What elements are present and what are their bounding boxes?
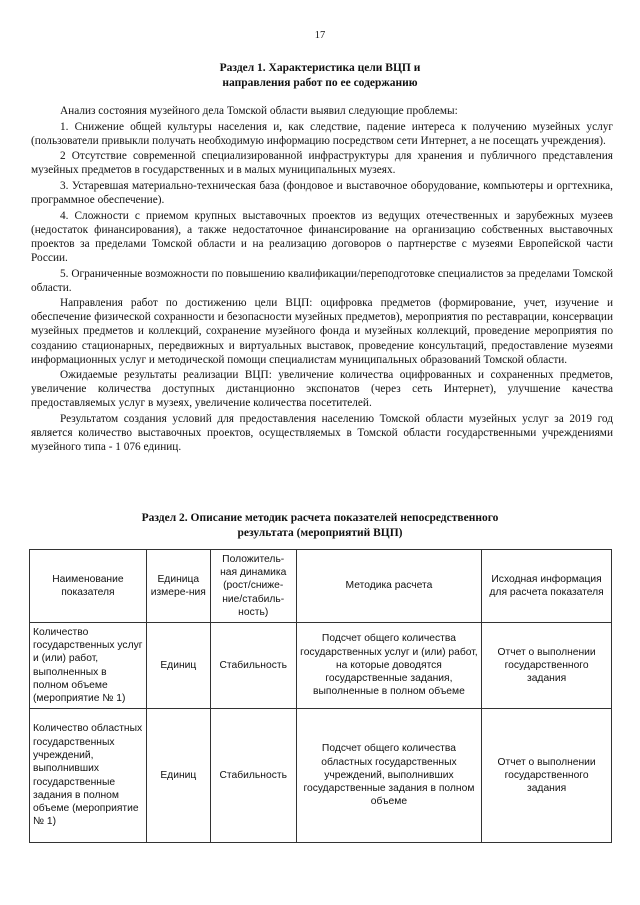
page-number: 17 bbox=[314, 30, 326, 41]
expected-results-paragraph: Ожидаемые результаты реализации ВЦП: увеличение количества оцифрованных и сохраненных предметов, увеличение количества доступных дистанционно экспонатов (через сеть Интернет), улучшение качества предоставляемых услуг в музеях, увеличение количества посетителей. bbox=[31, 369, 613, 410]
problem-paragraph-4: 4. Сложности с приемом крупных выставочных проектов из ведущих отечественных и зарубежных музеев (недостаток финансирования), а также недостаточное финансирование на организацию собственных выставочных проектов за пределами Томской области и на реализацию договоров о партнерстве с музеями Европейской части России. bbox=[31, 209, 613, 264]
intro-paragraph: Анализ состояния музейного дела Томской области выявил следующие проблемы: bbox=[60, 105, 458, 117]
row1-unit: Единиц bbox=[146, 623, 210, 709]
section1-title bbox=[0, 61, 640, 91]
problem-paragraph-2: 2 Отсутствие современной специализированной инфраструктуры для хранения и публичного представления музейных предметов в государственных и в малых муниципальных музеях. bbox=[31, 150, 613, 177]
row2-unit: Единиц bbox=[146, 709, 210, 843]
row1-method: Подсчет общего количества государственных услуг и (или) работ, на которые доводятся государственные задания, выполненные в полном объеме bbox=[296, 623, 481, 709]
row1-name: Количество государственных услуг и (или) работ, выполненных в полном объеме (мероприятие № 1) bbox=[30, 623, 147, 709]
section1-body bbox=[31, 104, 613, 454]
header-indicator-name: Наименование показателя bbox=[30, 550, 147, 623]
section2-title-line1: Раздел 2. Описание методик расчета показателей непосредственного bbox=[141, 512, 499, 524]
table-header-row bbox=[30, 550, 612, 623]
section1-title-line2: направления работ по ее содержанию bbox=[222, 77, 418, 89]
problem-paragraph-5: 5. Ограниченные возможности по повышению квалификации/переподготовке специалистов за пределами Томской области. bbox=[31, 267, 613, 294]
row2-dynamics: Стабильность bbox=[210, 709, 296, 843]
problem-paragraph-3: 3. Устаревшая материально-техническая база (фондовое и выставочное оборудование, компьютеры и оргтехника, программное обеспечение). bbox=[31, 179, 613, 207]
row2-name: Количество областных государственных учреждений, выполнивших государственные задания в полном объеме (мероприятие № 1) bbox=[30, 709, 147, 843]
section1-title-line1: Раздел 1. Характеристика цели ВЦП и bbox=[219, 62, 421, 74]
row2-method: Подсчет общего количества областных государственных учреждений, выполнивших государственные задания в полном объеме bbox=[296, 709, 481, 843]
result-paragraph: Результатом создания условий для предоставления населению Томской области музейных услуг за 2019 год является количество выставочных проектов, осуществляемых в Томской области государственными учреждениями музейного типа - 1 076 единиц. bbox=[31, 412, 613, 454]
methods-table bbox=[29, 549, 612, 843]
table-row bbox=[30, 709, 612, 843]
row2-source: Отчет о выполнении государственного задания bbox=[482, 709, 612, 843]
section2-title-line2: результата (мероприятий ВЦП) bbox=[237, 527, 403, 539]
directions-paragraph: Направления работ по достижению цели ВЦП: оцифровка предметов (формирование, учет, изучение и обеспечение физической сохранности и безопасности музейных предметов), мероприятия по реставрации, консервации музейных предметов и коллекций, сохранение музейного фонда и музейных коллекций, проведение мероприятия по созданию стационарных, передвижных и виртуальных выставок, проведение консультаций, предоставление музеями информационных услуг и методической помощи специалистам муниципальных образований Томской области. bbox=[31, 297, 613, 366]
problem-paragraph-1: 1. Снижение общей культуры населения и, как следствие, падение интереса к получению музейных услуг (пользователи привыкли получать необходимую информацию посредством сети Интернет, а не посещать учреждения). bbox=[31, 120, 613, 147]
table-row bbox=[30, 623, 612, 709]
header-unit: Единица измере-ния bbox=[146, 550, 210, 623]
section2-title bbox=[0, 511, 640, 541]
row1-dynamics: Стабильность bbox=[210, 623, 296, 709]
header-method: Методика расчета bbox=[296, 550, 481, 623]
header-source: Исходная информация для расчета показателя bbox=[482, 550, 612, 623]
header-dynamics: Положитель-ная динамика (рост/сниже-ние/стабиль-ность) bbox=[210, 550, 296, 623]
row1-source: Отчет о выполнении государственного задания bbox=[482, 623, 612, 709]
